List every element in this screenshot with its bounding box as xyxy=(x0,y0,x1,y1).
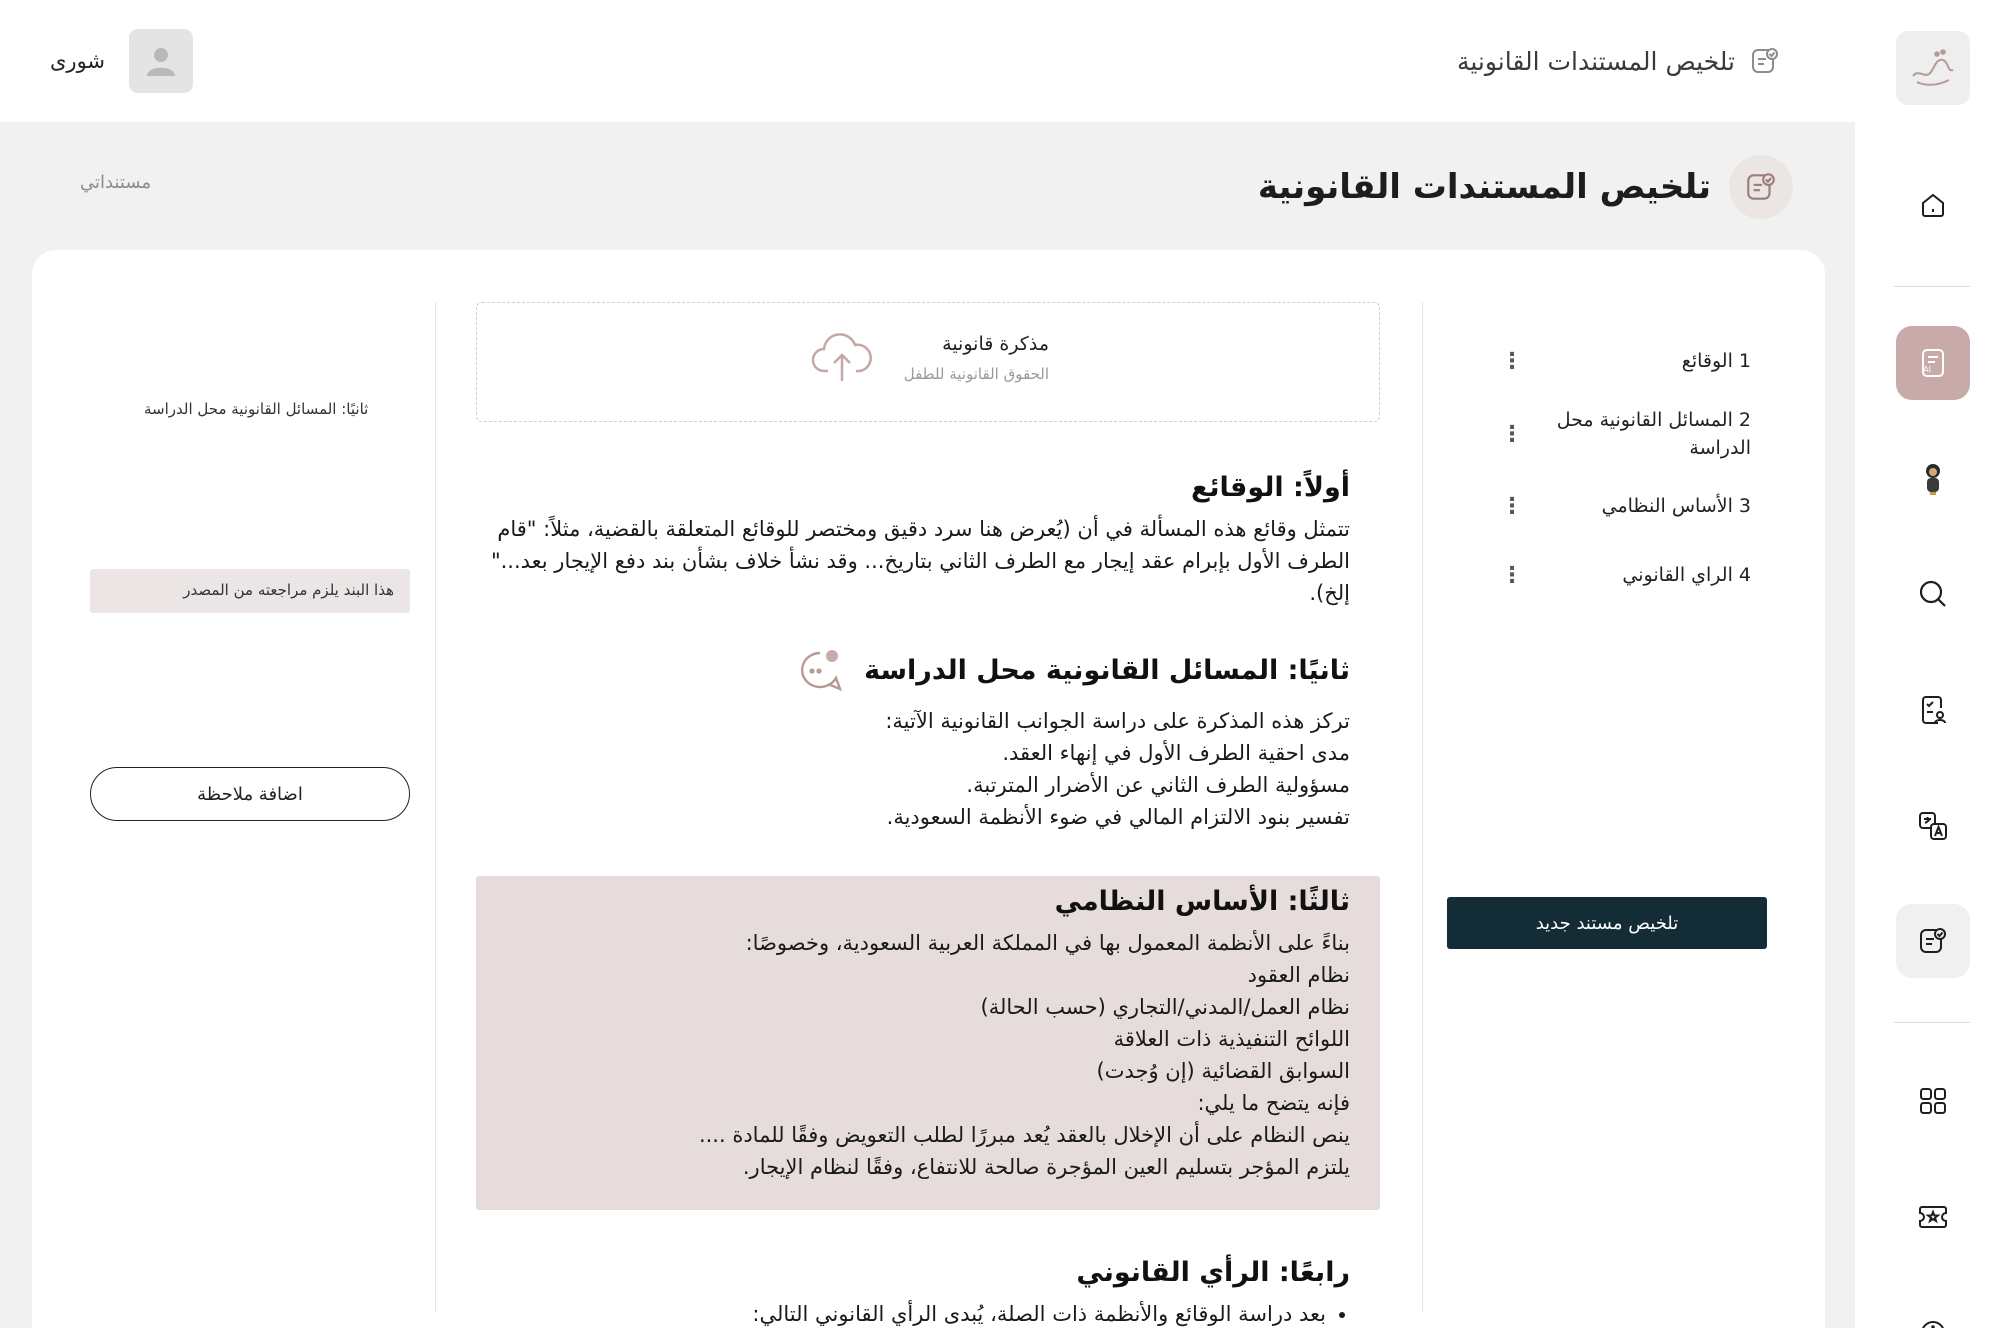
sidebar-item-translate[interactable] xyxy=(1896,789,1970,863)
document-check-icon xyxy=(1917,925,1949,957)
column-divider xyxy=(1422,302,1423,1312)
ai-document-icon xyxy=(1918,347,1948,379)
sidebar-item-info[interactable] xyxy=(1896,1296,1970,1328)
sidebar-item-ai-summary[interactable] xyxy=(1896,326,1970,400)
file-title: مذكرة قانونية xyxy=(942,333,1049,355)
document-check-icon xyxy=(1749,45,1781,77)
section-line: تركز هذه المذكرة على دراسة الجوانب القانونية الآتية: xyxy=(885,709,1350,733)
ticket-star-icon xyxy=(1917,1203,1949,1231)
apps-grid-icon xyxy=(1917,1085,1949,1117)
file-subtitle: الحقوق القانونية للطفل xyxy=(903,365,1049,383)
breadcrumb-my-documents[interactable]: مستنداتي xyxy=(80,172,152,193)
search-icon xyxy=(1917,578,1949,610)
section-line: ينص النظام على أن الإخلال بالعقد يُعد مبررًا لطلب التعويض وفقًا للمادة .... xyxy=(698,1123,1350,1147)
section-legal-opinion xyxy=(490,1257,1350,1328)
sidebar-divider xyxy=(1894,286,1970,287)
svg-text:AI: AI xyxy=(1923,365,1931,374)
app-logo[interactable] xyxy=(1896,31,1970,105)
sidebar-item-apps[interactable] xyxy=(1896,1064,1970,1138)
document-user-icon xyxy=(1918,694,1948,726)
logo-icon xyxy=(1907,46,1959,90)
note-section-label: ثانيًا: المسائل القانونية محل الدراسة xyxy=(144,400,369,418)
user-icon xyxy=(143,43,179,79)
section-line: نظام العمل/المدني/التجاري (حسب الحالة) xyxy=(980,995,1350,1019)
avatar[interactable] xyxy=(129,29,193,93)
sidebar-item-search[interactable] xyxy=(1896,557,1970,631)
translate-icon xyxy=(1917,810,1949,842)
sidebar-divider xyxy=(1894,1022,1970,1023)
info-icon xyxy=(1918,1318,1948,1328)
section-legal-basis xyxy=(490,886,1350,1183)
page-title: تلخيص المستندات القانونية xyxy=(1257,167,1711,207)
kebab-menu-icon[interactable]: ⋮ xyxy=(1501,494,1523,519)
section-line: السوابق القضائية (إن وُجدت) xyxy=(1096,1059,1350,1083)
assistant-avatar-icon xyxy=(1920,461,1946,497)
kebab-menu-icon[interactable]: ⋮ xyxy=(1501,422,1523,447)
add-note-button[interactable]: اضافة ملاحظة xyxy=(90,767,410,821)
outline-item-facts[interactable]: 1 الوقائع xyxy=(1681,350,1751,372)
list-item: • بعد دراسة الوقائع والأنظمة ذات الصلة، يُبدى الرأي القانوني التالي: xyxy=(490,1298,1326,1328)
page-title-group xyxy=(1258,155,1793,219)
top-header xyxy=(0,0,1855,122)
uploaded-file-box[interactable] xyxy=(476,302,1380,422)
section-line: نظام العقود xyxy=(1247,963,1350,987)
section-heading: ثالثًا: الأساس النظامي xyxy=(1054,886,1350,917)
user-name: شورى xyxy=(50,49,106,73)
page-title-badge xyxy=(1729,155,1793,219)
sidebar-item-home[interactable] xyxy=(1896,168,1970,242)
header-title: تلخيص المستندات القانونية xyxy=(1456,46,1735,76)
note-card[interactable]: هذا البند يلزم مراجعته من المصدر xyxy=(90,569,410,613)
user-menu[interactable] xyxy=(50,29,193,93)
outline-item-legal-basis[interactable]: 3 الأساس النظامي xyxy=(1601,495,1751,517)
section-line: فإنه يتضح ما يلي: xyxy=(1197,1091,1350,1115)
section-line: تفسير بنود الالتزام المالي في ضوء الأنظمة السعودية. xyxy=(886,805,1350,829)
section-line: يلتزم المؤجر بتسليم العين المؤجرة صالحة للانتفاع، وفقًا لنظام الإيجار. xyxy=(742,1155,1350,1179)
section-line: اللوائح التنفيذية ذات العلاقة xyxy=(1113,1027,1350,1051)
section-body: تتمثل وقائع هذه المسألة في أن (يُعرض هنا سرد دقيق ومختصر للوقائع المتعلقة بالقضية، مثلاً: "قام الطرف الأول بإبرام عقد إيجار مع الطرف الثاني بتاريخ... وقد نشأ خلاف بشأن بند دفع الإيجار بعد..." إلخ). xyxy=(490,517,1350,605)
kebab-menu-icon[interactable]: ⋮ xyxy=(1501,349,1523,374)
sidebar-item-assistant[interactable] xyxy=(1896,442,1970,516)
section-line: مسؤولية الطرف الثاني عن الأضرار المترتبة. xyxy=(966,773,1350,797)
document-check-icon xyxy=(1744,170,1778,204)
home-icon xyxy=(1918,190,1948,220)
section-line: بناءً على الأنظمة المعمول بها في المملكة العربية السعودية، وخصوصًا: xyxy=(745,931,1350,955)
section-heading: أولاً: الوقائع xyxy=(1190,472,1350,503)
sidebar xyxy=(1855,0,1989,1328)
header-title-group xyxy=(1457,40,1781,82)
section-heading: ثانيًا: المسائل القانونية محل الدراسة xyxy=(864,654,1350,686)
section-line: مدى احقية الطرف الأول في إنهاء العقد. xyxy=(1002,741,1350,765)
section-legal-issues xyxy=(490,645,1350,833)
comment-icon[interactable] xyxy=(794,645,846,695)
section-facts xyxy=(490,472,1350,609)
uploaded-file-info xyxy=(810,331,1049,385)
sidebar-item-legal-summary[interactable] xyxy=(1896,904,1970,978)
sidebar-item-tickets[interactable] xyxy=(1896,1180,1970,1254)
outline-item-legal-opinion[interactable]: 4 الراي القانوني xyxy=(1622,564,1751,586)
section-heading-row xyxy=(490,645,1350,695)
sidebar-item-document-user[interactable] xyxy=(1896,673,1970,747)
section-heading: رابعًا: الرأي القانوني xyxy=(1076,1257,1350,1288)
column-divider xyxy=(435,302,436,1312)
main-card xyxy=(32,250,1825,1328)
outline-item-legal-issues[interactable]: 2 المسائل القانونية محل الدراسة xyxy=(1556,409,1751,459)
kebab-menu-icon[interactable]: ⋮ xyxy=(1501,563,1523,588)
new-summary-button[interactable]: تلخيص مستند جديد xyxy=(1447,897,1767,949)
section-bullets xyxy=(490,1298,1350,1328)
cloud-upload-icon xyxy=(810,331,874,385)
